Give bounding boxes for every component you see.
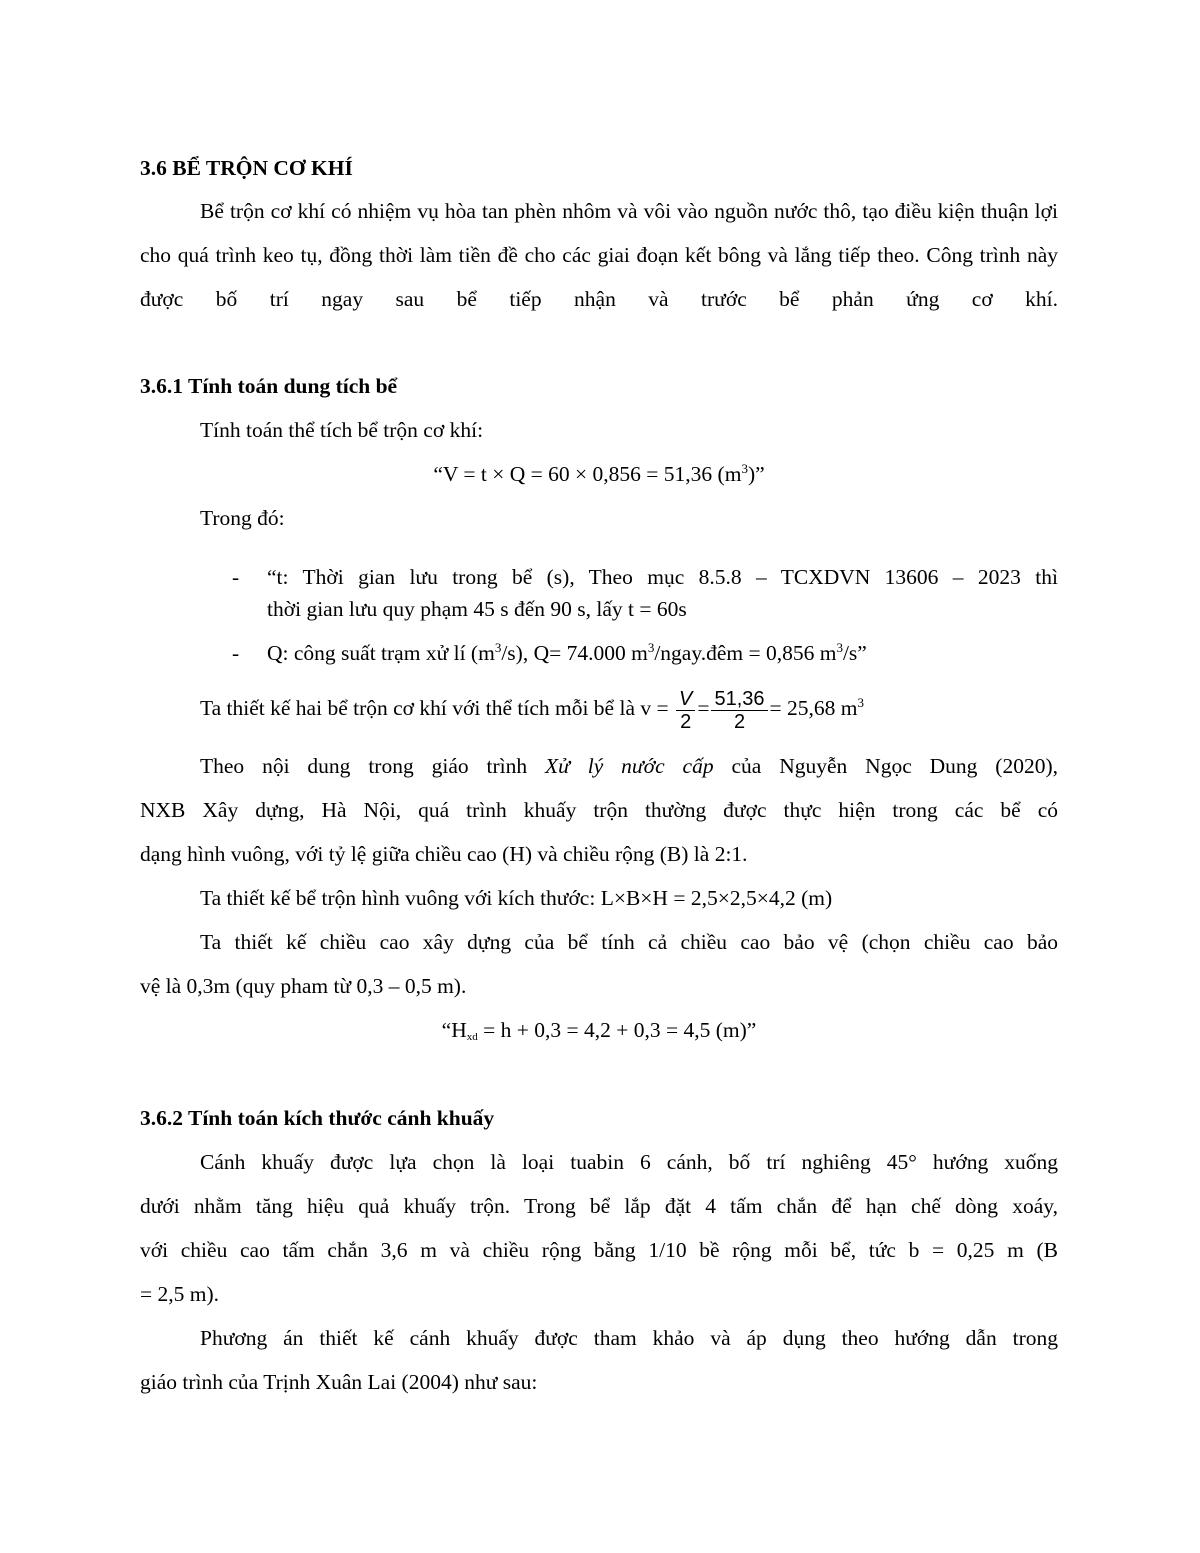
design-two-tanks: Ta thiết kế hai bể trộn cơ khí với thể tích mỗi bể là v = $\frac{V}{2}$ = $\frac{51,36}{2}$ = 25,68 $m^3$	[200, 687, 865, 733]
bullet1-line1: “t: Thời gian lưu trong bể (s), Theo mục 8.5.8 – TCXDVN 13606 – 2023 thì	[267, 565, 1058, 589]
subsection-heading-3-6-2: 3.6.2 Tính toán kích thước cánh khuấy	[140, 1106, 495, 1130]
bullet-mark: -	[232, 565, 240, 589]
bullet2-text: Q: công suất trạm xử lí $(m^3/s)$, Q= 74.000 $m^3/ngay.đêm = 0,856$ $m^3/s$”	[267, 639, 867, 665]
where-label: Trong đó:	[200, 506, 285, 530]
impeller-paragraph	[140, 1140, 1058, 1316]
formula-volume: “V = t × Q = 60 × 0,856 = 51,36 $(m^3)$”	[433, 460, 765, 486]
formula-height: “$H_{xd} = h + 0,3 = 4,2 + 0,3 = 4,5$ (m)”	[441, 1018, 757, 1043]
theory-line1: Theo nội dung trong giáo trình Xử lý nước cấp của Nguyễn Ngọc Dung (2020),	[200, 754, 1058, 778]
p1-line2: dưới nhằm tăng hiệu quả khuấy trộn. Trong bể lắp đặt 4 tấm chắn để hạn chế dòng xoáy,	[140, 1194, 1058, 1218]
height-line2: vệ là 0,3m (quy pham từ 0,3 – 0,5 m).	[140, 974, 467, 998]
p1-line1: Cánh khuấy được lựa chọn là loại tuabin 6 cánh, bố trí nghiêng 45° hướng xuống	[200, 1150, 1058, 1174]
theory-line3: dạng hình vuông, với tỷ lệ giữa chiều cao (H) và chiều rộng (B) là 2:1.	[140, 842, 748, 866]
p1-line4: = 2,5 m).	[140, 1282, 220, 1306]
fraction-5136-over-2: $\frac{51,36}{2}$	[711, 688, 767, 733]
bullet1-line2: thời gian lưu quy phạm 45 s đến 90 s, lấy t = 60s	[267, 597, 687, 621]
theory-paragraph	[140, 744, 1058, 876]
p2-line1: Phương án thiết kế cánh khuấy được tham khảo và áp dụng theo hướng dẫn trong	[200, 1326, 1058, 1350]
theory-line2: NXB Xây dựng, Hà Nội, quá trình khuấy trộn thường được thực hiện trong các bể có	[140, 798, 1058, 822]
height-line1: Ta thiết kế chiều cao xây dựng của bể tính cả chiều cao bảo vệ (chọn chiều cao bảo	[200, 930, 1058, 954]
p1-line3: với chiều cao tấm chắn 3,6 m và chiều rộng bằng 1/10 bề rộng mỗi bể, tức b = 0,25 m (B	[140, 1238, 1058, 1262]
square-design: Ta thiết kế bể trộn hình vuông với kích thước: L×B×H = 2,5×2,5×4,2 (m)	[200, 886, 833, 910]
bullet-mark: -	[232, 641, 240, 665]
p2-line2: giáo trình của Trịnh Xuân Lai (2004) như sau:	[140, 1370, 538, 1394]
subsection-heading-3-6-1: 3.6.1 Tính toán dung tích bể	[140, 374, 398, 398]
section-heading: 3.6 BỂ TRỘN CƠ KHÍ	[140, 156, 353, 180]
list-item-q	[140, 637, 1058, 673]
reference-paragraph	[140, 1316, 1058, 1404]
book-title: Xử lý nước cấp	[545, 754, 714, 778]
intro-paragraph	[140, 189, 1058, 321]
height-paragraph	[140, 920, 1058, 1008]
fraction-v-over-2: $\frac{V}{2}$	[676, 688, 695, 733]
calc-intro: Tính toán thể tích bể trộn cơ khí:	[200, 418, 484, 442]
list-item-t	[140, 561, 1058, 631]
intro-text: Bể trộn cơ khí có nhiệm vụ hòa tan phèn nhôm và vôi vào nguồn nước thô, tạo điều kiện thuận lợi cho quá trình keo tụ, đồng thời làm tiền đề cho các giai đoạn kết bông và lắng tiếp theo. Công trình này được bố trí ngay sau bể tiếp nhận và trước bể phản ứng cơ khí.	[140, 199, 1058, 311]
